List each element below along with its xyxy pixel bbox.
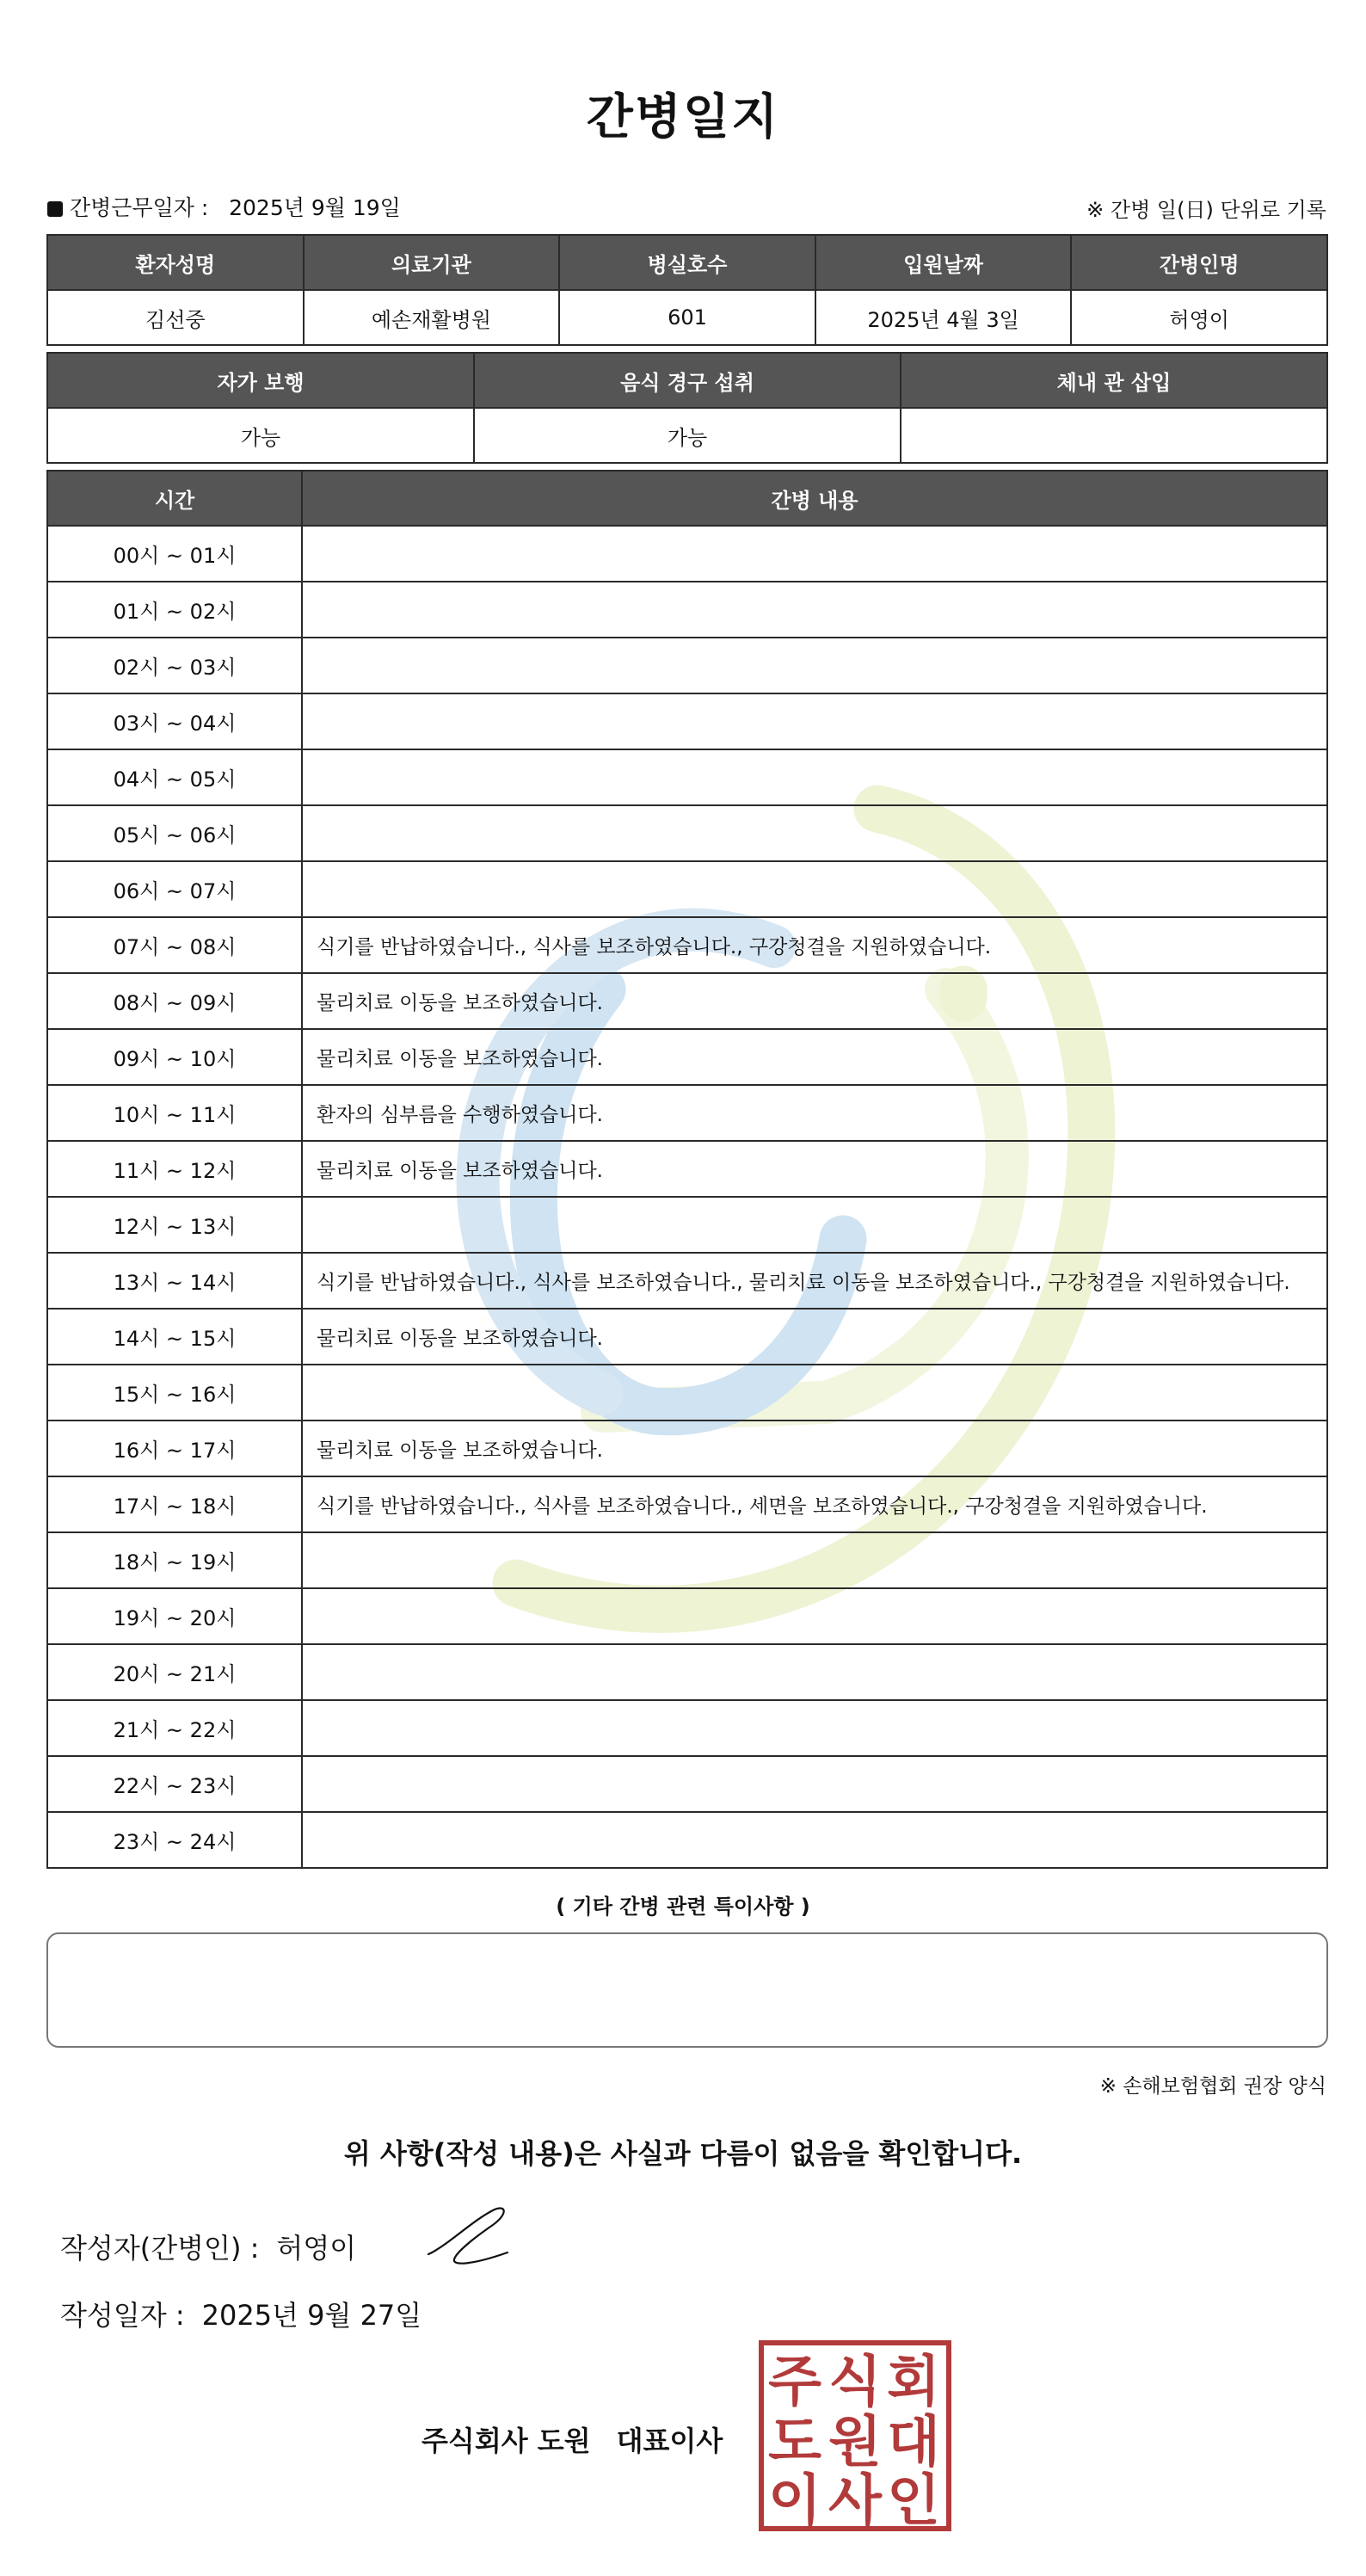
writer-name: 허영이	[276, 2232, 357, 2265]
log-row	[47, 1085, 1327, 1141]
log-content-cell	[302, 693, 1327, 749]
form-note: ※ 손해보험협회 권장 양식	[1099, 2075, 1326, 2098]
company-ceo: 대표이사	[616, 2425, 723, 2457]
log-content-cell	[302, 1756, 1327, 1812]
header-tube: 체내 관 삽입	[901, 353, 1327, 408]
writer-line	[60, 2227, 356, 2266]
company-line	[421, 2419, 723, 2459]
svg-text:인: 인	[887, 2469, 940, 2531]
confirmation-statement: 위 사항(작성 내용)은 사실과 다름이 없음을 확인합니다.	[343, 2137, 1023, 2170]
log-row	[47, 1588, 1327, 1644]
log-content-cell	[302, 1365, 1327, 1420]
log-time-cell: 03시 ~ 04시	[47, 693, 302, 749]
log-content-cell	[302, 582, 1327, 638]
svg-text:도: 도	[768, 2411, 821, 2474]
log-content-cell: 물리치료 이동을 보조하였습니다.	[302, 973, 1327, 1029]
log-row	[47, 1309, 1327, 1365]
log-content-cell: 식기를 반납하였습니다., 식사를 보조하였습니다., 물리치료 이동을 보조하였습니다., 구강청결을 지원하였습니다.	[302, 1253, 1327, 1309]
log-row	[47, 1253, 1327, 1309]
log-time-cell: 06시 ~ 07시	[47, 861, 302, 917]
log-time-cell: 23시 ~ 24시	[47, 1812, 302, 1868]
log-content-cell	[302, 749, 1327, 805]
log-row	[47, 1420, 1327, 1476]
care-log-header-row	[47, 471, 1327, 526]
header-oral-intake: 음식 경구 섭취	[474, 353, 901, 408]
log-time-cell: 17시 ~ 18시	[47, 1476, 302, 1532]
log-time-cell: 08시 ~ 09시	[47, 973, 302, 1029]
header-room: 병실호수	[559, 235, 815, 290]
patient-info-header-row	[47, 235, 1327, 290]
svg-text:대: 대	[887, 2411, 940, 2474]
log-row	[47, 805, 1327, 861]
log-row	[47, 973, 1327, 1029]
log-time-cell: 18시 ~ 19시	[47, 1532, 302, 1588]
log-row	[47, 917, 1327, 973]
special-notes-box	[46, 1932, 1328, 2048]
log-time-cell: 16시 ~ 17시	[47, 1420, 302, 1476]
care-log-table	[46, 470, 1328, 1869]
log-row	[47, 1141, 1327, 1197]
status-header-row	[47, 353, 1327, 408]
svg-text:식: 식	[828, 2351, 882, 2414]
log-time-cell: 09시 ~ 10시	[47, 1029, 302, 1085]
log-row	[47, 1532, 1327, 1588]
log-time-cell: 22시 ~ 23시	[47, 1756, 302, 1812]
log-time-cell: 19시 ~ 20시	[47, 1588, 302, 1644]
patient-info-table	[46, 234, 1328, 346]
header-hospital: 의료기관	[304, 235, 560, 290]
log-content-cell	[302, 526, 1327, 582]
log-content-cell: 물리치료 이동을 보조하였습니다.	[302, 1141, 1327, 1197]
log-row	[47, 1756, 1327, 1812]
log-content-cell	[302, 1588, 1327, 1644]
work-date-label: 간병근무일자 :	[70, 195, 209, 220]
log-content-cell: 물리치료 이동을 보조하였습니다.	[302, 1420, 1327, 1476]
log-row	[47, 638, 1327, 693]
svg-text:회: 회	[887, 2351, 940, 2414]
log-time-cell: 02시 ~ 03시	[47, 638, 302, 693]
patient-name: 김선중	[47, 290, 304, 345]
log-content-cell	[302, 1532, 1327, 1588]
caregiver-name: 허영이	[1071, 290, 1327, 345]
written-date-value: 2025년 9월 27일	[201, 2299, 422, 2332]
log-time-cell: 11시 ~ 12시	[47, 1141, 302, 1197]
log-content-cell: 식기를 반납하였습니다., 식사를 보조하였습니다., 구강청결을 지원하였습니다.	[302, 917, 1327, 973]
log-time-cell: 00시 ~ 01시	[47, 526, 302, 582]
log-content-cell	[302, 1812, 1327, 1868]
work-date-value: 2025년 9월 19일	[229, 195, 401, 220]
log-time-cell: 05시 ~ 06시	[47, 805, 302, 861]
log-time-cell: 15시 ~ 16시	[47, 1365, 302, 1420]
admission-date: 2025년 4월 3일	[815, 290, 1072, 345]
patient-info-value-row	[47, 290, 1327, 345]
log-row	[47, 1365, 1327, 1420]
log-row	[47, 1700, 1327, 1756]
header-walking: 자가 보행	[47, 353, 474, 408]
company-seal-icon	[759, 2340, 951, 2531]
tube-status	[901, 408, 1327, 463]
oral-intake-status: 가능	[474, 408, 901, 463]
log-content-cell	[302, 861, 1327, 917]
log-time-cell: 12시 ~ 13시	[47, 1197, 302, 1253]
log-row	[47, 1197, 1327, 1253]
log-row	[47, 582, 1327, 638]
work-date	[47, 191, 401, 222]
svg-text:원: 원	[828, 2411, 882, 2474]
svg-text:주: 주	[768, 2351, 821, 2414]
header-patient-name: 환자성명	[47, 235, 304, 290]
log-content-cell	[302, 1644, 1327, 1700]
hospital-name: 예손재활병원	[304, 290, 560, 345]
header-time: 시간	[47, 471, 302, 526]
log-content-cell: 물리치료 이동을 보조하였습니다.	[302, 1029, 1327, 1085]
log-row	[47, 749, 1327, 805]
document-title: 간병일지	[586, 89, 780, 145]
written-date-label: 작성일자 :	[60, 2299, 185, 2332]
log-content-cell: 식기를 반납하였습니다., 식사를 보조하였습니다., 세면을 보조하였습니다., 구강청결을 지원하였습니다.	[302, 1476, 1327, 1532]
bullet-square-icon	[47, 201, 63, 217]
header-caregiver: 간병인명	[1071, 235, 1327, 290]
log-time-cell: 01시 ~ 02시	[47, 582, 302, 638]
log-content-cell	[302, 638, 1327, 693]
patient-status-table	[46, 352, 1328, 464]
log-time-cell: 21시 ~ 22시	[47, 1700, 302, 1756]
svg-text:사: 사	[828, 2469, 882, 2531]
log-row	[47, 1029, 1327, 1085]
handwritten-signature	[421, 2203, 516, 2271]
log-content-cell	[302, 1197, 1327, 1253]
walking-status: 가능	[47, 408, 474, 463]
header-care-content: 간병 내용	[302, 471, 1327, 526]
log-content-cell	[302, 805, 1327, 861]
log-time-cell: 07시 ~ 08시	[47, 917, 302, 973]
log-row	[47, 693, 1327, 749]
log-row	[47, 526, 1327, 582]
log-content-cell: 환자의 심부름을 수행하였습니다.	[302, 1085, 1327, 1141]
log-content-cell	[302, 1700, 1327, 1756]
header-admission-date: 입원날짜	[815, 235, 1072, 290]
log-content-cell: 물리치료 이동을 보조하였습니다.	[302, 1309, 1327, 1365]
log-row	[47, 861, 1327, 917]
writer-label: 작성자(간병인) :	[60, 2232, 260, 2265]
company-name: 주식회사 도원	[421, 2425, 591, 2457]
svg-text:이: 이	[768, 2469, 821, 2531]
log-time-cell: 13시 ~ 14시	[47, 1253, 302, 1309]
written-date-line	[60, 2294, 421, 2333]
unit-note: ※ 간병 일(日) 단위로 기록	[1086, 198, 1326, 222]
special-notes-heading: ( 기타 간병 관련 특이사항 )	[556, 1895, 810, 1919]
log-row	[47, 1476, 1327, 1532]
log-time-cell: 04시 ~ 05시	[47, 749, 302, 805]
log-time-cell: 20시 ~ 21시	[47, 1644, 302, 1700]
log-row	[47, 1812, 1327, 1868]
status-value-row	[47, 408, 1327, 463]
log-time-cell: 14시 ~ 15시	[47, 1309, 302, 1365]
log-row	[47, 1644, 1327, 1700]
room-number: 601	[559, 290, 815, 345]
log-time-cell: 10시 ~ 11시	[47, 1085, 302, 1141]
